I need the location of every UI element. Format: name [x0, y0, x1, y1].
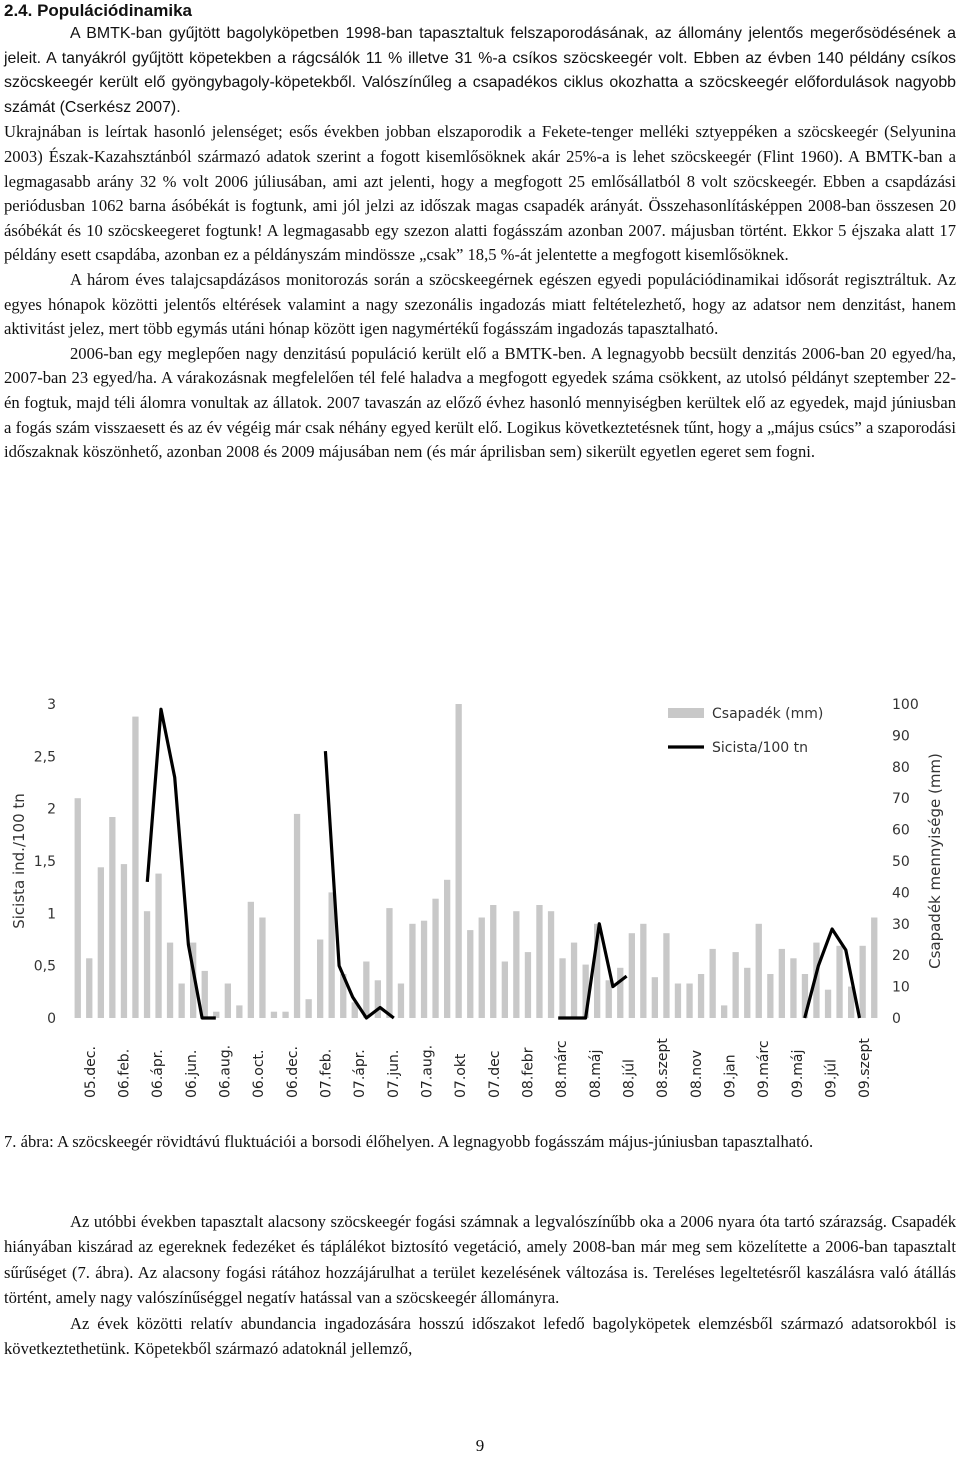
- right-axis-tick-label: 90: [892, 728, 910, 745]
- x-axis-tick-label: 09.júl: [823, 1059, 840, 1098]
- right-axis-tick-label: 0: [892, 1011, 901, 1027]
- paragraph: Az utóbbi években tapasztalt alacsony szöcskeegér fogási számnak a legvalószínűbb oka a 2006 nyara óta tartó szárazság. Csapadék hiányában kiszárad az egereknek fedezéket és táplálékot biztosító vegetáció, amely 2008-ban már meg sem közelítette a 2006-ban tapasztalt sűrűséget (7. ábra). Az alacsony fogási rátához hozzájárulhat a terület kezelésének változása is. Tereléses legeltetésről kaszálásra való átállás történt, amely nagy valószínűséggel negatív hatással van a szöcskeegér állományra.: [4, 1212, 956, 1308]
- x-axis-tick-label: 09.szept: [857, 1038, 874, 1098]
- bar-csapadek: [710, 949, 716, 1018]
- x-axis-tick-label: 09.jan: [722, 1054, 739, 1098]
- bar-csapadek: [398, 984, 404, 1019]
- bar-csapadek: [698, 974, 704, 1018]
- x-axis-tick-label: 07.aug.: [419, 1044, 436, 1098]
- x-axis-tick-label: 05.dec.: [82, 1046, 99, 1098]
- bar-csapadek: [259, 918, 265, 1019]
- bar-csapadek: [432, 899, 438, 1018]
- bar-csapadek: [571, 943, 577, 1018]
- bar-csapadek: [767, 974, 773, 1018]
- bar-csapadek: [652, 977, 658, 1018]
- legend-bar-label: Csapadék (mm): [712, 706, 824, 722]
- bar-csapadek: [606, 980, 612, 1018]
- bar-csapadek: [479, 918, 485, 1019]
- fluctuation-chart: [0, 686, 960, 1126]
- x-axis-tick-label: 06.dec.: [284, 1046, 301, 1098]
- bar-csapadek: [640, 924, 646, 1018]
- bar-csapadek: [282, 1012, 288, 1018]
- bar-csapadek: [179, 984, 185, 1019]
- right-axis-tick-label: 50: [892, 854, 910, 870]
- text-block-bottom: [4, 1209, 956, 1361]
- paragraph: Az évek közötti relatív abundancia ingadozására hosszú időszakot lefedő bagolyköpetek elemzésből származó adatsorokból is következtethetünk. Köpetekből származó adatoknál jellemző,: [4, 1313, 956, 1359]
- right-axis-tick-label: 10: [892, 979, 910, 996]
- x-axis-tick-label: 07.feb.: [318, 1048, 335, 1098]
- bar-csapadek: [490, 905, 496, 1018]
- left-axis-tick-label: 2: [47, 801, 56, 818]
- bar-csapadek: [502, 962, 508, 1019]
- bar-csapadek: [409, 924, 415, 1018]
- bar-csapadek: [294, 814, 300, 1018]
- left-axis-tick-label: 3: [47, 697, 56, 713]
- bar-csapadek: [790, 958, 796, 1018]
- paragraph: A BMTK-ban gyűjtött bagolyköpetben 1998-ban tapasztaltuk felszaporodásának, az állomány jelentős megerősödésének a jeleit. A tanyákról gyűjtött köpetekben a rágcsálók 11 % illetve 31 %-a csíkos szöcskeegér volt. Ebben az évben 140 példány csíkos szöcskeegér került elő gyöngybagoly-köpetekből. Valószínűleg a csapadékos ciklus okozhatta a szöcskeegér előfordulások nagyobb számát (Cserkész 2007).: [4, 25, 956, 116]
- bar-csapadek: [548, 911, 554, 1018]
- bar-csapadek: [363, 962, 369, 1019]
- bar-csapadek: [779, 949, 785, 1018]
- left-axis-tick-label: 2,5: [33, 749, 56, 766]
- bar-csapadek: [675, 984, 681, 1019]
- left-axis-title: Sicista ind./100 tn: [10, 793, 28, 929]
- right-axis-tick-label: 70: [892, 791, 910, 808]
- bar-csapadek: [825, 990, 831, 1018]
- legend-bar-swatch: [668, 708, 704, 718]
- bar-csapadek: [421, 921, 427, 1018]
- bar-csapadek: [248, 902, 254, 1018]
- bar-csapadek: [202, 971, 208, 1018]
- left-axis-tick-label: 0: [47, 1011, 56, 1027]
- right-axis-tick-label: 100: [892, 697, 919, 713]
- bar-csapadek: [144, 911, 150, 1018]
- line-sicista: [558, 924, 626, 1018]
- bar-csapadek: [860, 946, 866, 1018]
- x-axis-tick-label: 07.jun.: [385, 1049, 402, 1098]
- bar-csapadek: [686, 984, 692, 1019]
- right-axis-tick-label: 60: [892, 822, 910, 839]
- x-axis-tick-label: 09.máj: [789, 1049, 806, 1098]
- paragraph: Ukrajnában is leírtak hasonló jelenséget; esős években jobban elszaporodik a Fekete-tenger melléki sztyeppéken a szöcskeegér (Selyunina 2003) Észak-Kazahsztánból származó adatok szerint a fogott kisemlősöknek akár 25%-a is lehet szöcskeegér (Flint 1960). A BMTK-ban a legmagasabb arány 32 % volt 2006 júliusában, ami azt jelenti, hogy a megfogott 25 emlősállatból 8 volt szöcskeegér. Ebben a csapdázási periódusban 1062 barna ásóbékát is fogtunk, ami jól jelzi az időszak magas csapadék arányát. Összehasonlításképpen 2008-ban összesen 20 ásóbékát és 10 szöcskeegeret fogtunk! A legmagasabb egy szezon alatti fogásszám azonban 2007. májusban történt. Ekkor 5 éjszaka alatt 17 példány esett csapdába, azonban ez a példányszám mindössze „csak” 18,5 %-át jelentette a megfogott kisemlősöknek.: [4, 122, 956, 265]
- right-axis-tick-label: 30: [892, 916, 910, 933]
- left-axis-tick-label: 1: [47, 906, 56, 923]
- bar-csapadek: [456, 704, 462, 1018]
- text-block-top: [4, 22, 956, 465]
- bar-csapadek: [617, 968, 623, 1018]
- bar-csapadek: [386, 908, 392, 1018]
- legend-line-label: Sicista/100 tn: [712, 740, 808, 756]
- bar-csapadek: [513, 911, 519, 1018]
- x-axis-tick-label: 06.feb.: [116, 1048, 133, 1098]
- x-axis-tick-label: 09.márc: [756, 1040, 773, 1098]
- x-axis-tick-label: 06.jun.: [183, 1049, 200, 1098]
- bar-csapadek: [756, 924, 762, 1018]
- x-axis-tick-label: 08.máj: [587, 1049, 604, 1098]
- paragraph: 2006-ban egy meglepően nagy denzitású populáció került elő a BMTK-ben. A legnagyobb becsült denzitás 2006-ban 20 egyed/ha, 2007-ban 23 egyed/ha. A várakozásnak megfelelően tél felé haladva a megfogott egyedek száma csökkent, az utolsó példányt szeptember 22-én fogtuk, majd téli álomra vonultak az állatok. 2007 tavaszán az előző évhez hasonló mennyiségben kerültek elő az egyedek, majd júniusban a fogás szám visszaesett és az év végéig már csak néhány egyed került elő. Logikus következtetésnek tűnt, hogy a „május csúcs” a szaporodási időszaknak köszönhető, azonban 2008 és 2009 májusában nem (és már áprilisban sem) sikerült egyetlen egeret sem fogni.: [4, 343, 956, 462]
- bar-csapadek: [536, 905, 542, 1018]
- bar-csapadek: [236, 1005, 242, 1018]
- x-axis-tick-label: 06.aug.: [217, 1044, 234, 1098]
- x-axis-tick-label: 06.ápr.: [150, 1049, 167, 1098]
- bar-csapadek: [98, 867, 104, 1018]
- bar-csapadek: [871, 918, 877, 1019]
- right-axis-tick-label: 20: [892, 948, 910, 965]
- bar-csapadek: [444, 880, 450, 1018]
- paragraph: A három éves talajcsapdázásos monitorozás során a szöcskeegérnek egészen egyedi populációdinamikai idősorát regisztráltuk. Az egyes hónapok közötti jelentős eltérések valamint a nagy szezonális ingadozás miatt feltételezhető, hogy az adatsor nem denzitást, hanem aktivitást jelez, mert több egymás utáni hónap között igen nagymértékű fogásszám ingadozás tapasztalható.: [4, 269, 956, 339]
- bar-csapadek: [155, 874, 161, 1018]
- bar-csapadek: [306, 999, 312, 1018]
- x-axis-tick-label: 08.nov: [688, 1050, 705, 1098]
- bar-csapadek: [836, 946, 842, 1018]
- x-axis-tick-label: 08.márc: [554, 1040, 571, 1098]
- bar-csapadek: [744, 968, 750, 1018]
- bar-csapadek: [167, 943, 173, 1018]
- x-axis-tick-label: 06.oct.: [251, 1049, 268, 1098]
- bar-csapadek: [121, 864, 127, 1018]
- left-axis-tick-label: 0,5: [33, 958, 56, 975]
- bar-csapadek: [75, 798, 81, 1018]
- bar-csapadek: [317, 940, 323, 1019]
- bar-csapadek: [467, 930, 473, 1018]
- figure-caption: 7. ábra: A szöcskeegér rövidtávú fluktuációi a borsodi élőhelyen. A legnagyobb fogásszám május-júniusban tapasztalható.: [4, 1132, 814, 1151]
- x-axis-tick-label: 07.dec: [486, 1050, 503, 1098]
- bar-csapadek: [132, 717, 138, 1018]
- bar-csapadek: [733, 952, 739, 1018]
- bar-csapadek: [721, 1005, 727, 1018]
- x-axis-tick-label: 08.szept: [655, 1038, 672, 1098]
- bar-csapadek: [629, 933, 635, 1018]
- page-number: 9: [475, 1436, 485, 1455]
- right-axis-tick-label: 40: [892, 885, 910, 902]
- x-axis-tick-label: 07.okt: [453, 1053, 470, 1098]
- bar-csapadek: [225, 984, 231, 1019]
- bar-csapadek: [86, 958, 92, 1018]
- bar-csapadek: [663, 933, 669, 1018]
- x-axis-tick-label: 08.júl: [621, 1059, 638, 1098]
- x-axis-tick-label: 07.ápr.: [352, 1049, 369, 1098]
- bar-csapadek: [559, 958, 565, 1018]
- left-axis-tick-label: 1,5: [33, 854, 56, 870]
- section-heading: 2.4. Populációdinamika: [4, 1, 193, 20]
- bar-csapadek: [109, 817, 115, 1018]
- right-axis-tick-label: 80: [892, 759, 910, 776]
- line-sicista: [325, 751, 393, 1018]
- bar-csapadek: [329, 892, 335, 1018]
- bar-csapadek: [525, 952, 531, 1018]
- right-axis-title: Csapadék mennyisége (mm): [926, 753, 944, 969]
- x-axis-tick-label: 08.febr: [520, 1047, 537, 1098]
- bar-csapadek: [271, 1012, 277, 1018]
